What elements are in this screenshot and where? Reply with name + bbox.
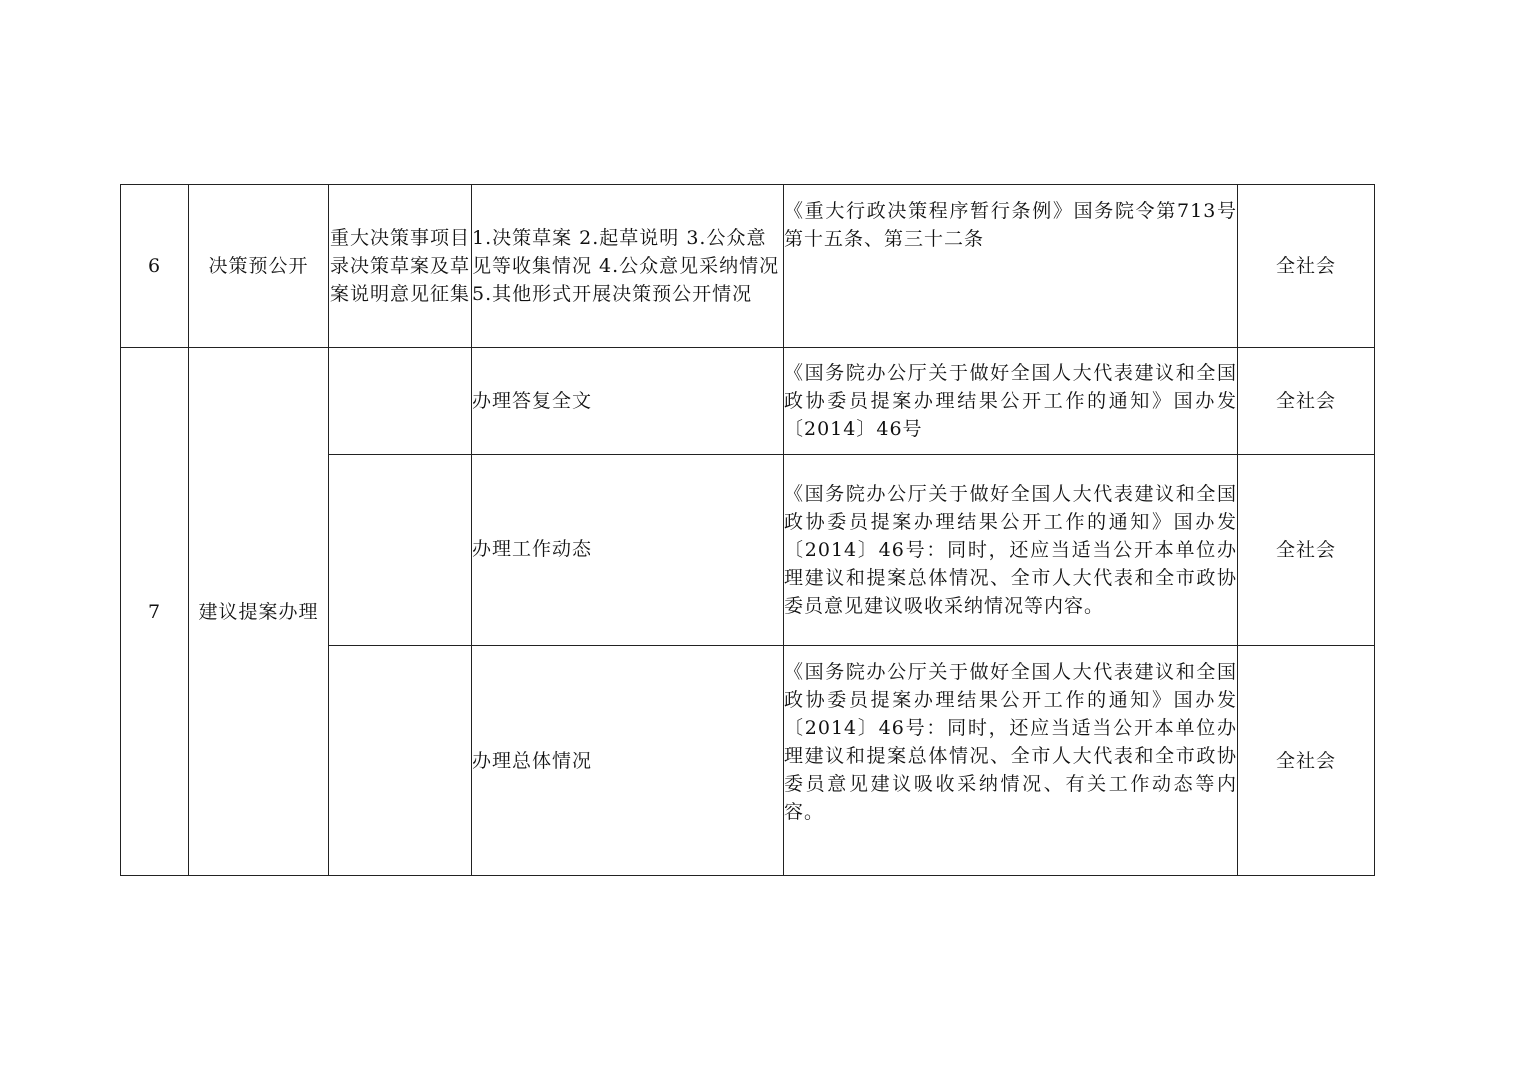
audience-cell: 全社会 xyxy=(1238,185,1375,348)
basis-cell: 《国务院办公厅关于做好全国人大代表建议和全国政协委员提案办理结果公开工作的通知》国办发〔2014〕46号 xyxy=(784,348,1238,455)
row-number: 6 xyxy=(121,185,189,348)
item-name: 决策预公开 xyxy=(189,185,329,348)
audience-cell: 全社会 xyxy=(1238,455,1375,646)
table-row xyxy=(121,348,1375,455)
audience-cell: 全社会 xyxy=(1238,348,1375,455)
disclosure-table xyxy=(120,184,1375,876)
content-cell: 1.决策草案 2.起草说明 3.公众意见等收集情况 4.公众意见采纳情况 5.其他形式开展决策预公开情况 xyxy=(472,185,784,348)
content-cell: 办理工作动态 xyxy=(472,455,784,646)
subitem-name xyxy=(329,455,472,646)
item-name: 建议提案办理 xyxy=(189,348,329,876)
subitem-name xyxy=(329,348,472,455)
row-number: 7 xyxy=(121,348,189,876)
basis-cell: 《国务院办公厅关于做好全国人大代表建议和全国政协委员提案办理结果公开工作的通知》国办发〔2014〕46号：同时，还应当适当公开本单位办理建议和提案总体情况、全市人大代表和全市政协委员意见建议吸收采纳情况、有关工作动态等内容。 xyxy=(784,646,1238,876)
basis-cell: 《国务院办公厅关于做好全国人大代表建议和全国政协委员提案办理结果公开工作的通知》国办发〔2014〕46号：同时，还应当适当公开本单位办理建议和提案总体情况、全市人大代表和全市政协委员意见建议吸收采纳情况等内容。 xyxy=(784,455,1238,646)
table-row xyxy=(121,185,1375,348)
subitem-name xyxy=(329,646,472,876)
subitem-name: 重大决策事项目录决策草案及草案说明意见征集 xyxy=(329,185,472,348)
content-cell: 办理答复全文 xyxy=(472,348,784,455)
basis-cell: 《重大行政决策程序暂行条例》国务院令第713号第十五条、第三十二条 xyxy=(784,185,1238,348)
audience-cell: 全社会 xyxy=(1238,646,1375,876)
content-cell: 办理总体情况 xyxy=(472,646,784,876)
